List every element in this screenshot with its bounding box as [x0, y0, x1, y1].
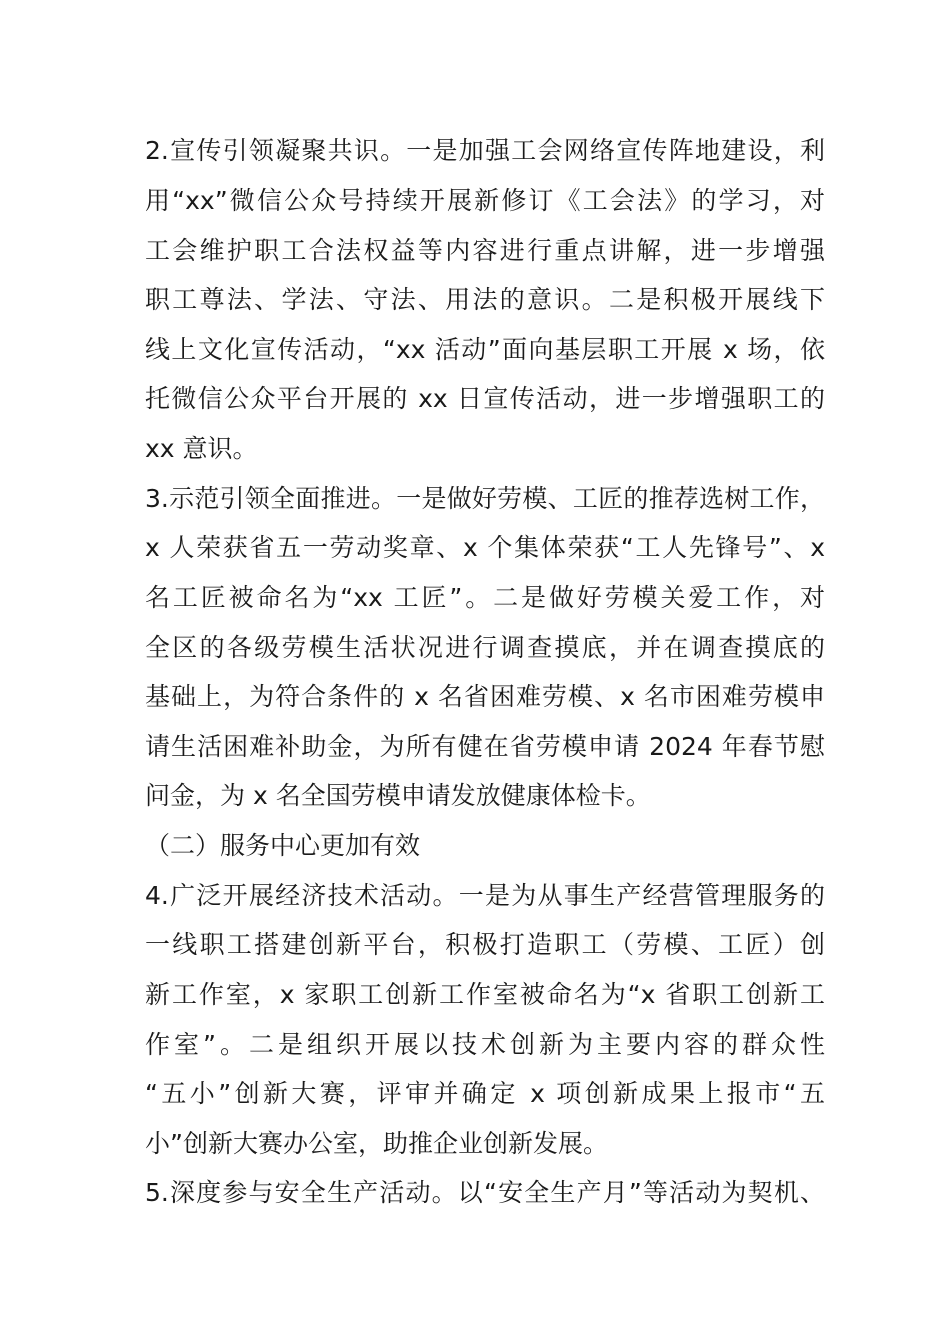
- text-line: 职工尊法、学法、守法、用法的意识。二是积极开展线下: [145, 285, 825, 314]
- text-line: “五小”创新大赛，评审并确定 x 项创新成果上报市“五: [145, 1079, 825, 1108]
- text-line: 3.示范引领全面推进。一是做好劳模、工匠的推荐选树工作，: [145, 484, 825, 513]
- text-line: 基础上，为符合条件的 x 名省困难劳模、x 名市困难劳模申: [145, 682, 825, 711]
- text-line: 工会维护职工合法权益等内容进行重点讲解，进一步增强: [145, 236, 825, 265]
- text-line: 一线职工搭建创新平台，积极打造职工（劳模、工匠）创: [145, 930, 825, 959]
- text-line: x 人荣获省五一劳动奖章、x 个集体荣获“工人先锋号”、x: [145, 533, 825, 562]
- text-line: 托微信公众平台开展的 xx 日宣传活动，进一步增强职工的: [145, 384, 825, 413]
- text-line: 2.宣传引领凝聚共识。一是加强工会网络宣传阵地建设，利: [145, 136, 825, 165]
- text-line: 小”创新大赛办公室，助推企业创新发展。: [145, 1129, 608, 1158]
- text-line: 线上文化宣传活动，“xx 活动”面向基层职工开展 x 场，依: [145, 335, 825, 364]
- text-line: 问金，为 x 名全国劳模申请发放健康体检卡。: [145, 781, 651, 810]
- text-line: 全区的各级劳模生活状况进行调查摸底，并在调查摸底的: [145, 633, 825, 662]
- text-line: 新工作室，x 家职工创新工作室被命名为“x 省职工创新工: [145, 980, 825, 1009]
- text-line: 作室”。二是组织开展以技术创新为主要内容的群众性: [145, 1030, 825, 1059]
- text-line: 4.广泛开展经济技术活动。一是为从事生产经营管理服务的: [145, 881, 825, 910]
- text-line: 用“xx”微信公众号持续开展新修订《工会法》的学习，对: [145, 186, 825, 215]
- text-line: 5.深度参与安全生产活动。以“安全生产月”等活动为契机、: [145, 1178, 825, 1207]
- text-line: xx 意识。: [145, 434, 258, 463]
- text-line: 名工匠被命名为“xx 工匠”。二是做好劳模关爱工作，对: [145, 583, 825, 612]
- section-heading: （二）服务中心更加有效: [145, 831, 421, 860]
- text-line: 请生活困难补助金，为所有健在省劳模申请 2024 年春节慰: [145, 732, 825, 761]
